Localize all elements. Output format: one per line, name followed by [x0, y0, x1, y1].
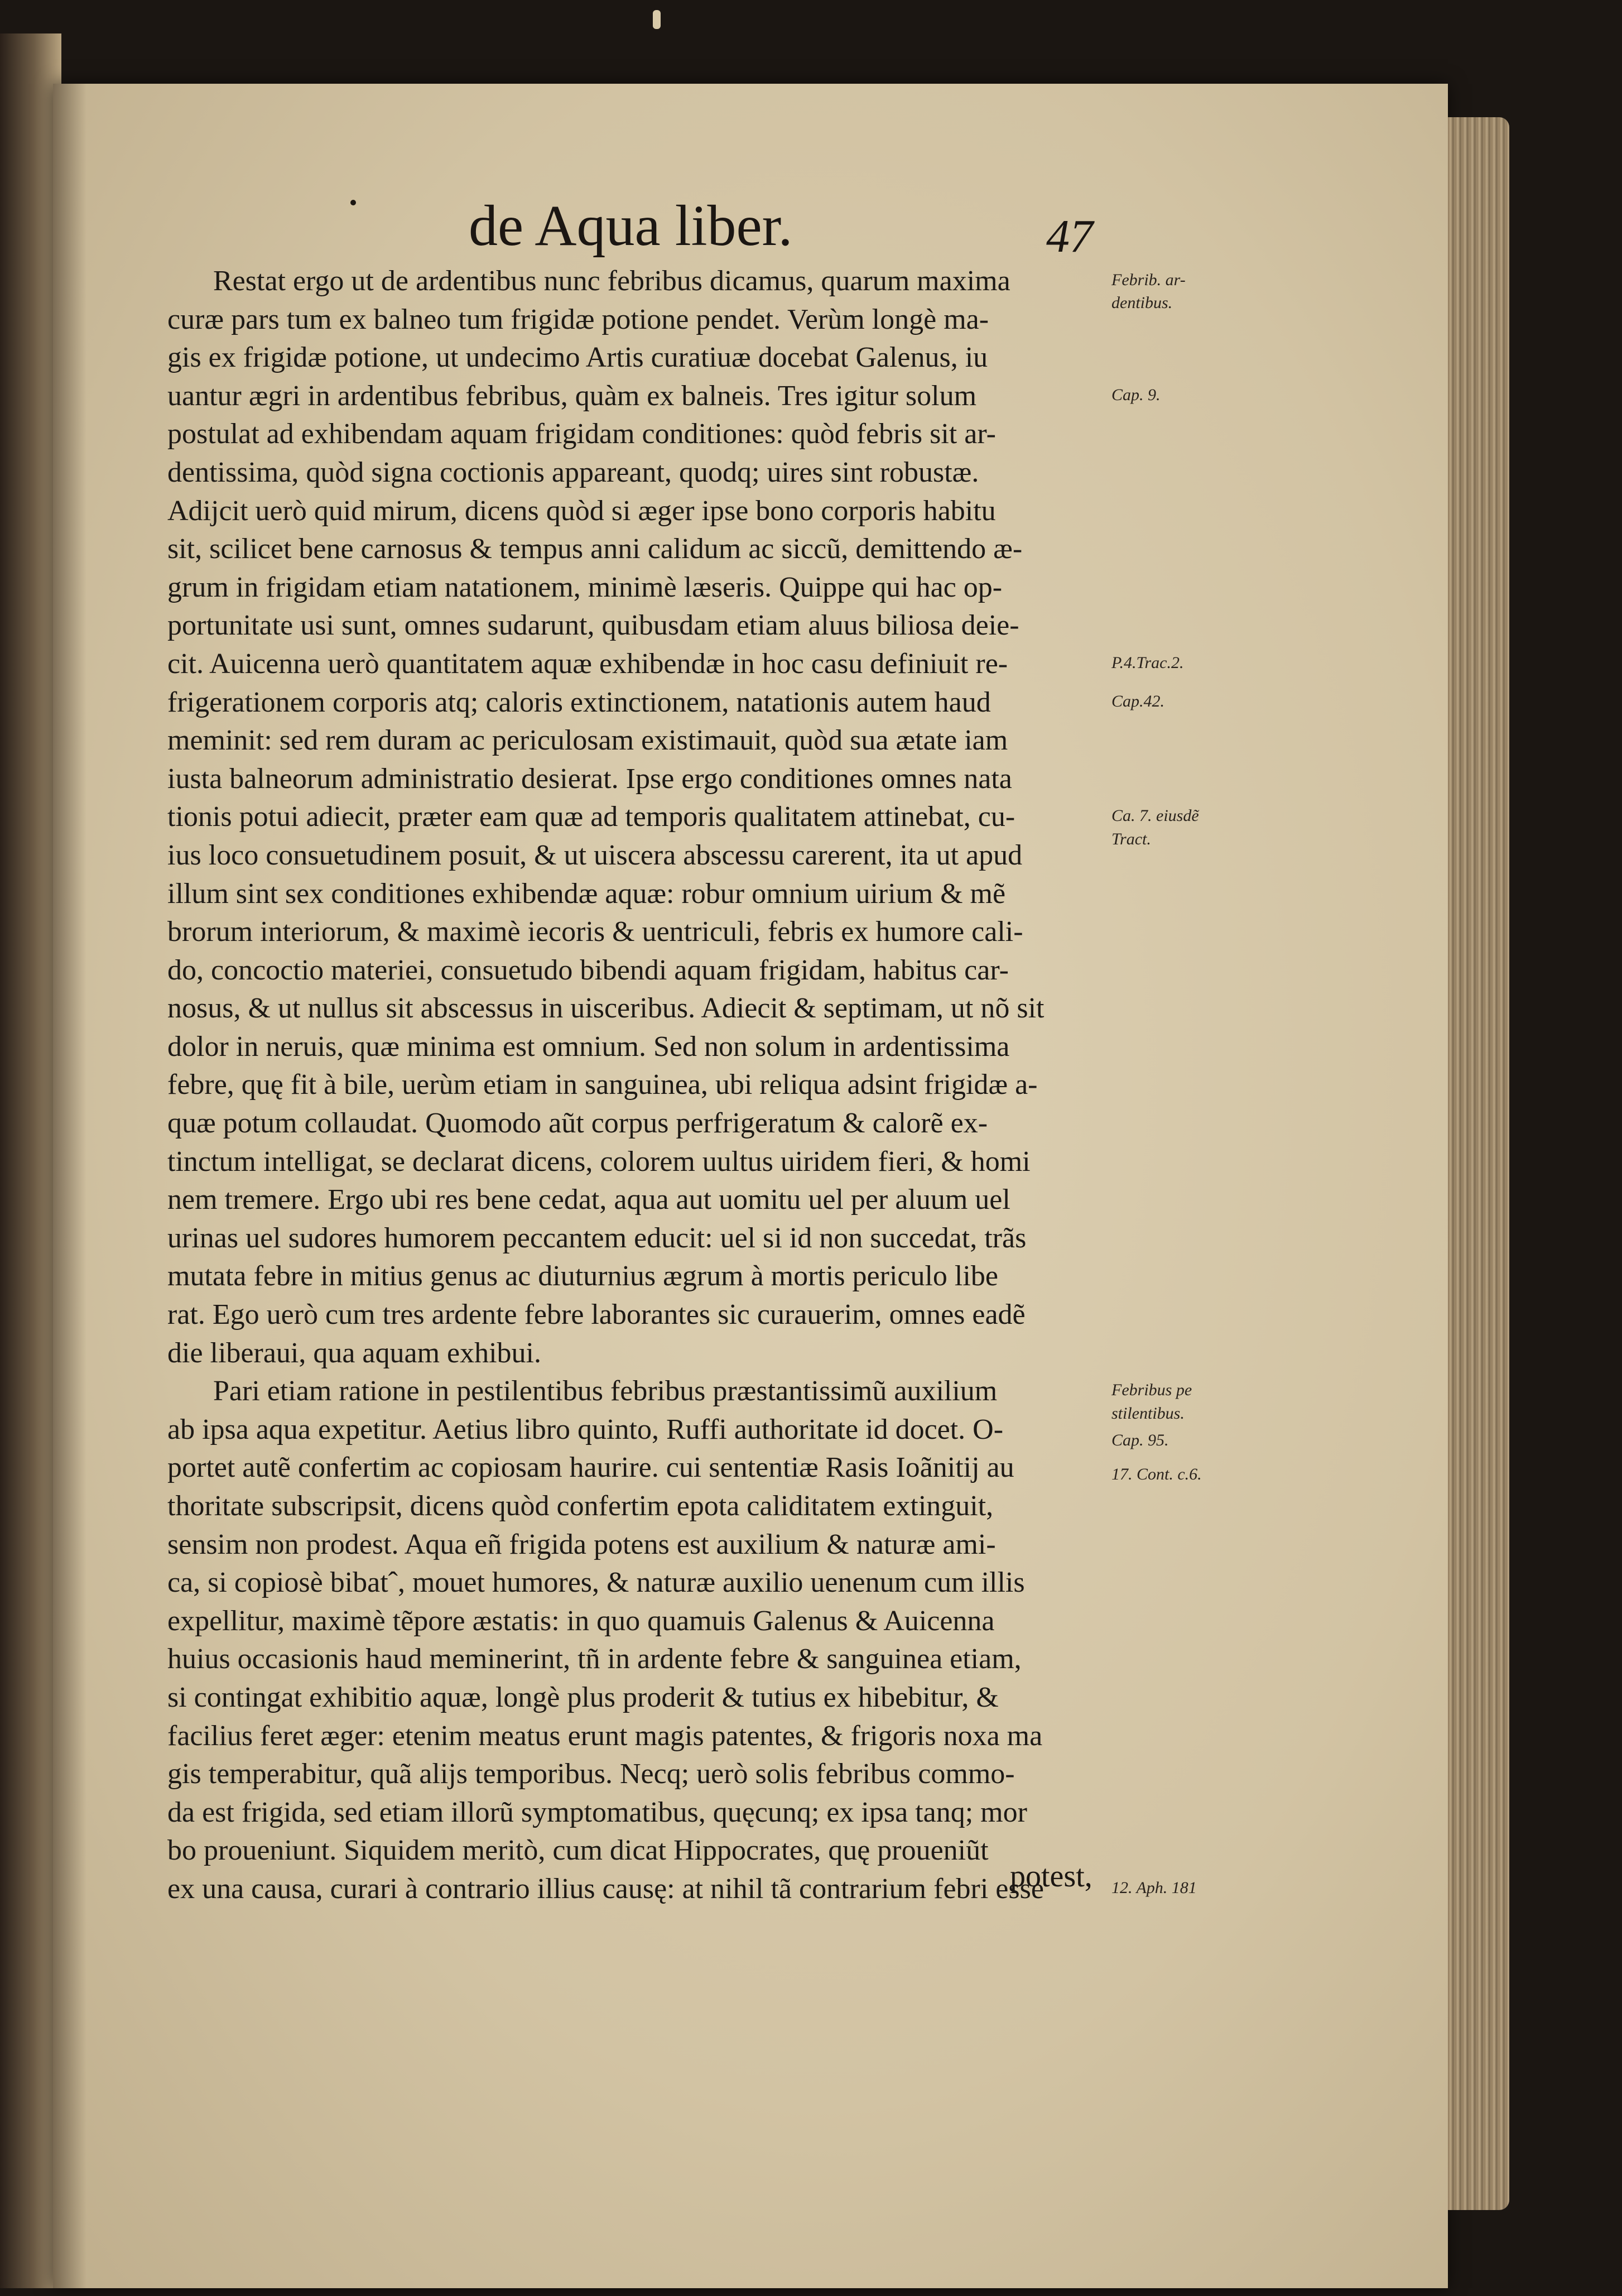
text-line: thoritate subscripsit, dicens quòd confertim epota caliditatem extinguit, — [167, 1490, 994, 1522]
margin-note: Cap. 95. — [1111, 1430, 1169, 1449]
text-line: ex una causa, curari à contrario illius causę: at nihil tã contrarium febri esse — [167, 1872, 1044, 1905]
text-line: febre, quę fit à bile, uerùm etiam in sanguinea, ubi reliqua adsint frigidæ a- — [167, 1069, 1038, 1101]
text-line: tionis potui adiecit, præter eam quæ ad temporis qualitatem attinebat, cu- — [167, 801, 1015, 833]
text-line: gis temperabitur, quã alijs temporibus. Necq; uerò solis febribus commo- — [167, 1758, 1015, 1790]
text-line: mutata febre in mitius genus ac diuturnius ægrum à mortis periculo libe — [167, 1260, 998, 1293]
margin-note: Febribus pe — [1111, 1381, 1192, 1400]
text-line: portunitate usi sunt, omnes sudarunt, quibusdam etiam aluus biliosa deie- — [167, 609, 1019, 642]
text-line: illum sint sex conditiones exhibendæ aquæ: robur omnium uirium & mẽ — [167, 877, 1006, 910]
text-line: curæ pars tum ex balneo tum frigidæ potione pendet. Verùm longè ma- — [167, 303, 989, 335]
text-line: tinctum intelligat, se declarat dicens, colorem uultus uiridem fieri, & homi — [167, 1145, 1031, 1178]
catchword: potest, — [1010, 1859, 1092, 1894]
text-line: nem tremere. Ergo ubi res bene cedat, aqua aut uomitu uel per aluum uel — [167, 1184, 1010, 1216]
text-line: dolor in neruis, quæ minima est omnium. Sed non solum in ardentissima — [167, 1030, 1010, 1063]
text-line: Pari etiam ratione in pestilentibus febribus præstantissimũ auxilium — [213, 1375, 998, 1408]
ink-dot — [350, 200, 356, 205]
margin-note: Febrib. ar- — [1111, 271, 1186, 289]
text-line: uantur ægri in ardentibus febribus, quàm ex balneis. Tres igitur solum — [167, 380, 977, 412]
margin-note: Tract. — [1111, 829, 1151, 848]
margin-note: Cap.42. — [1111, 691, 1165, 710]
text-line: urinas uel sudores humorem peccantem educit: uel si id non succedat, trãs — [167, 1222, 1027, 1254]
text-line: bo proueniunt. Siquidem meritò, cum dicat Hippocrates, quę proueniũt — [167, 1834, 989, 1867]
margin-note: 12. Aph. 181 — [1111, 1879, 1197, 1898]
text-line: portet autẽ confertim ac copiosam haurire. cui sententiæ Rasis Ioãnitij au — [167, 1452, 1014, 1484]
text-line: dentissima, quòd signa coctionis appareant, quodq; uires sint robustæ. — [167, 456, 979, 488]
text-line: rat. Ego uerò cum tres ardente febre laborantes sic curauerim, omnes eadẽ — [167, 1299, 1026, 1331]
page-stack-edges — [1448, 117, 1509, 2210]
text-line: die liberaui, qua aquam exhibui. — [167, 1337, 542, 1369]
text-line: brorum interiorum, & maximè iecoris & uentriculi, febris ex humore cali- — [167, 916, 1023, 948]
text-line: ab ipsa aqua expetitur. Aetius libro quinto, Ruffi authoritate id docet. O- — [167, 1413, 1004, 1445]
text-line: meminit: sed rem duram ac periculosam existimauit, quòd sua ætate iam — [167, 724, 1008, 757]
text-line: sit, scilicet bene carnosus & tempus anni calidum ac siccũ, demittendo æ- — [167, 533, 1023, 565]
margin-note: Ca. 7. eiusdẽ — [1111, 806, 1199, 825]
margin-note: dentibus. — [1111, 294, 1173, 313]
margin-note: Cap. 9. — [1111, 385, 1161, 404]
spine-shadow — [53, 84, 86, 2288]
running-title: de Aqua liber. — [469, 194, 793, 258]
text-line: grum in frigidam etiam natationem, minimè læseris. Quippe qui hac op- — [167, 571, 1003, 603]
text-line: quæ potum collaudat. Quomodo aũt corpus perfrigeratum & calorẽ ex- — [167, 1107, 988, 1140]
margin-note: stilentibus. — [1111, 1404, 1185, 1423]
margin-note: 17. Cont. c.6. — [1111, 1465, 1202, 1484]
text-line: iusta balneorum administratio desierat. Ipse ergo conditiones omnes nata — [167, 762, 1012, 795]
left-page-edge — [0, 33, 61, 2288]
text-line: da est frigida, sed etiam illorũ symptomatibus, quęcunq; ex ipsa tanq; mor — [167, 1796, 1027, 1828]
text-line: cit. Auicenna uerò quantitatem aquæ exhibendæ in hoc casu definiuit re- — [167, 647, 1008, 680]
text-line: expellitur, maximè tẽpore æstatis: in quo quamuis Galenus & Auicenna — [167, 1605, 995, 1637]
margin-note: P.4.Trac.2. — [1111, 654, 1184, 672]
text-line: sensim non prodest. Aqua eñ frigida potens est auxilium & naturæ ami- — [167, 1528, 996, 1560]
text-line: facilius feret æger: etenim meatus erunt magis patentes, & frigoris noxa ma — [167, 1719, 1043, 1752]
text-line: huius occasionis haud meminerint, tñ in ardente febre & sanguinea etiam, — [167, 1643, 1022, 1675]
text-line: Adijcit uerò quid mirum, dicens quòd si æger ipse bono corporis habitu — [167, 494, 996, 527]
text-line: ca, si copiosè bibatˆ, mouet humores, & naturæ auxilio uenenum cum illis — [167, 1567, 1025, 1599]
text-line: Restat ergo ut de ardentibus nunc febribus dicamus, quarum maxima — [213, 265, 1010, 297]
text-line: postulat ad exhibendam aquam frigidam conditiones: quòd febris sit ar- — [167, 418, 996, 450]
text-line: ius loco consuetudinem posuit, & ut uiscera abscessu carerent, ita ut apud — [167, 839, 1023, 871]
body-text — [167, 262, 1116, 1909]
text-line: frigerationem corporis atq; caloris extinctionem, natationis autem haud — [167, 686, 991, 718]
text-line: nosus, & ut nullus sit abscessus in uisceribus. Adiecit & septimam, ut nõ sit — [167, 992, 1045, 1025]
text-line: si contingat exhibitio aquæ, longè plus proderit & tutius ex hibebitur, & — [167, 1681, 999, 1713]
text-line: do, concoctio materiei, consuetudo bibendi aquam frigidam, habitus car- — [167, 954, 1009, 986]
page-number: 47 — [1046, 210, 1093, 262]
text-line: gis ex frigidæ potione, ut undecimo Artis curatiuæ docebat Galenus, iu — [167, 342, 988, 374]
page-mark — [653, 10, 661, 29]
